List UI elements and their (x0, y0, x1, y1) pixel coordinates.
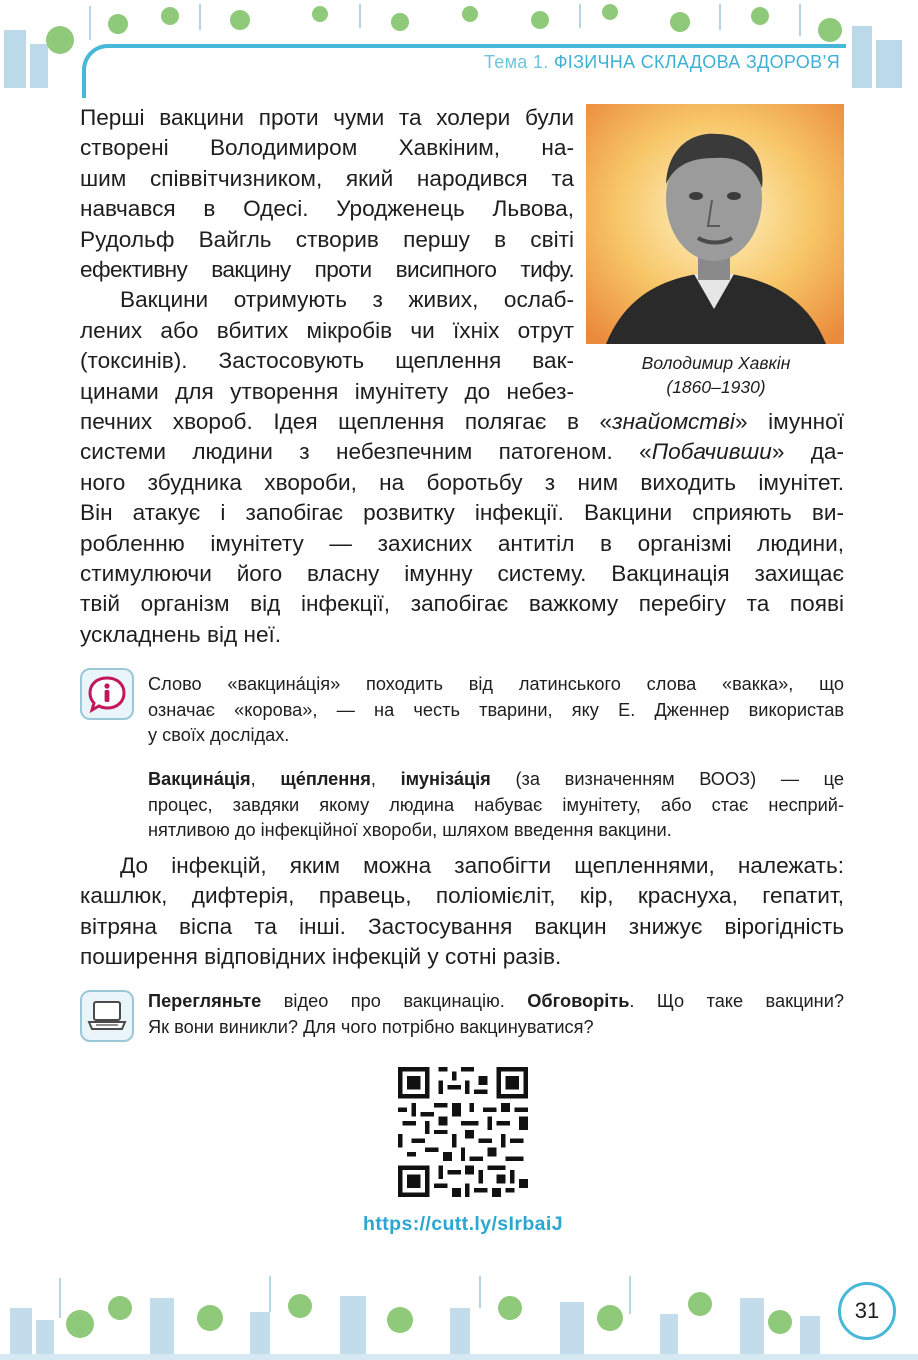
text-line (80, 437, 844, 467)
intro-paragraph (80, 103, 574, 407)
text-line: (токсинів). Застосовують щеплення вак- (80, 348, 574, 374)
text-line (148, 767, 844, 793)
emphasis: Побачивши (651, 439, 772, 465)
text-span: . Що таке вакцини? (629, 991, 844, 1011)
topic-title: ФІЗИЧНА СКЛАДОВА ЗДОРОВ’Я (553, 52, 840, 72)
text-line: Рудольф Вайгль створив першу в світі (80, 226, 574, 252)
laptop-icon (82, 992, 132, 1040)
text-line: До інфекцій, яким можна запобігти щепленнями, належать: (120, 853, 844, 878)
text-line: створені Володимиром Хавкіним, на- (80, 135, 574, 161)
text-span: системи людини з небезпечним патогеном. « (80, 439, 652, 465)
portrait-khavkin (586, 104, 844, 344)
info-box (80, 668, 134, 720)
infections-paragraph (80, 851, 844, 973)
text-line: Слово «вакцина́ція» походить від латинського слова «вакка», що (148, 674, 844, 694)
body-paragraph (80, 407, 844, 650)
text-line: поширення відповідних інфекцій у сотні разів. (80, 944, 562, 970)
term: імуніза́ція (400, 769, 491, 789)
text-span: (за визначенням ВООЗ) — це (490, 769, 845, 789)
definition-block (148, 767, 844, 844)
video-task (148, 989, 844, 1040)
term: ще́плення (280, 769, 371, 789)
caption-name: Володимир Хавкін (641, 353, 791, 373)
text-span: , (370, 769, 401, 789)
text-line: цинами для утворення імунітету до небез- (80, 378, 574, 404)
portrait-caption (592, 351, 840, 399)
text-span: » да- (771, 439, 845, 465)
page-number: 31 (838, 1282, 896, 1340)
text-line: ускладнень від неї. (80, 621, 282, 647)
text-line: Він атакує і запобігає розвитку інфекції. Вакцини сприяють ви- (80, 500, 844, 526)
text-span: відео про вакцинацію. (261, 991, 528, 1011)
text-span: , (250, 769, 281, 789)
text-line (148, 989, 844, 1015)
text-line: ефективну вакцину проти висипного тифу. (80, 257, 574, 283)
text-line: Як вони виникли? Для чого потрібно вакцинуватися? (148, 1016, 594, 1037)
video-task-box (80, 990, 134, 1042)
qr-code[interactable] (398, 1067, 528, 1197)
term: Вакцина́ція (148, 769, 251, 789)
bold-word: Перегляньте (148, 991, 262, 1011)
text-line: кашлюк, дифтерія, правець, поліомієліт, кір, краснуха, гепатит, (80, 883, 844, 909)
bold-word: Обговоріть (527, 991, 630, 1011)
text-line: лених або вбитих мікробів чи їхніх отрут (80, 317, 574, 343)
text-line: Перші вакцини проти чуми та холери були (80, 105, 574, 130)
text-line (80, 407, 844, 437)
emphasis: знайомстві (612, 409, 735, 434)
text-line: означає «корова», — на честь тварини, яку Е. Дженнер використав (148, 699, 844, 720)
caption-years: (1860–1930) (666, 377, 766, 397)
text-line: навчався в Одесі. Уродженець Львова, (80, 196, 574, 222)
topic-label: Тема 1. (484, 52, 549, 72)
qr-url-link[interactable]: https://cutt.ly/sIrbaiJ (363, 1213, 563, 1235)
text-line: нятливою до інфекційної хвороби, шляхом введення вакцини. (148, 820, 672, 840)
text-span: печних хвороб. Ідея щеплення полягає в « (80, 409, 613, 434)
text-line: Вакцини отримують з живих, ослаб- (120, 287, 574, 313)
text-line: у своїх дослідах. (148, 725, 290, 745)
text-line: робленню імунітету — захисних антитіл в організмі людини, (80, 530, 844, 556)
text-span: » імунної (734, 409, 844, 434)
text-line: шим співвітчизником, який народився та (80, 165, 574, 191)
text-line: процес, завдяки якому людина набуває імунітету, або стає несприй- (148, 794, 844, 815)
text-line: твій організм від інфекції, запобігає важкому перебігу та появі (80, 591, 844, 617)
running-header (484, 52, 840, 73)
text-line: вітряна віспа та інші. Застосування вакцин знижує вірогідність (80, 913, 844, 939)
decorative-bottom-border (0, 1268, 918, 1360)
text-line: ного збудника хвороби, на боротьбу з ним виходить імунітет. (80, 469, 844, 495)
info-note (148, 672, 844, 749)
text-line: стимулюючи його власну імунну систему. Вакцинація захищає (80, 561, 844, 587)
info-speech-icon (82, 670, 132, 718)
